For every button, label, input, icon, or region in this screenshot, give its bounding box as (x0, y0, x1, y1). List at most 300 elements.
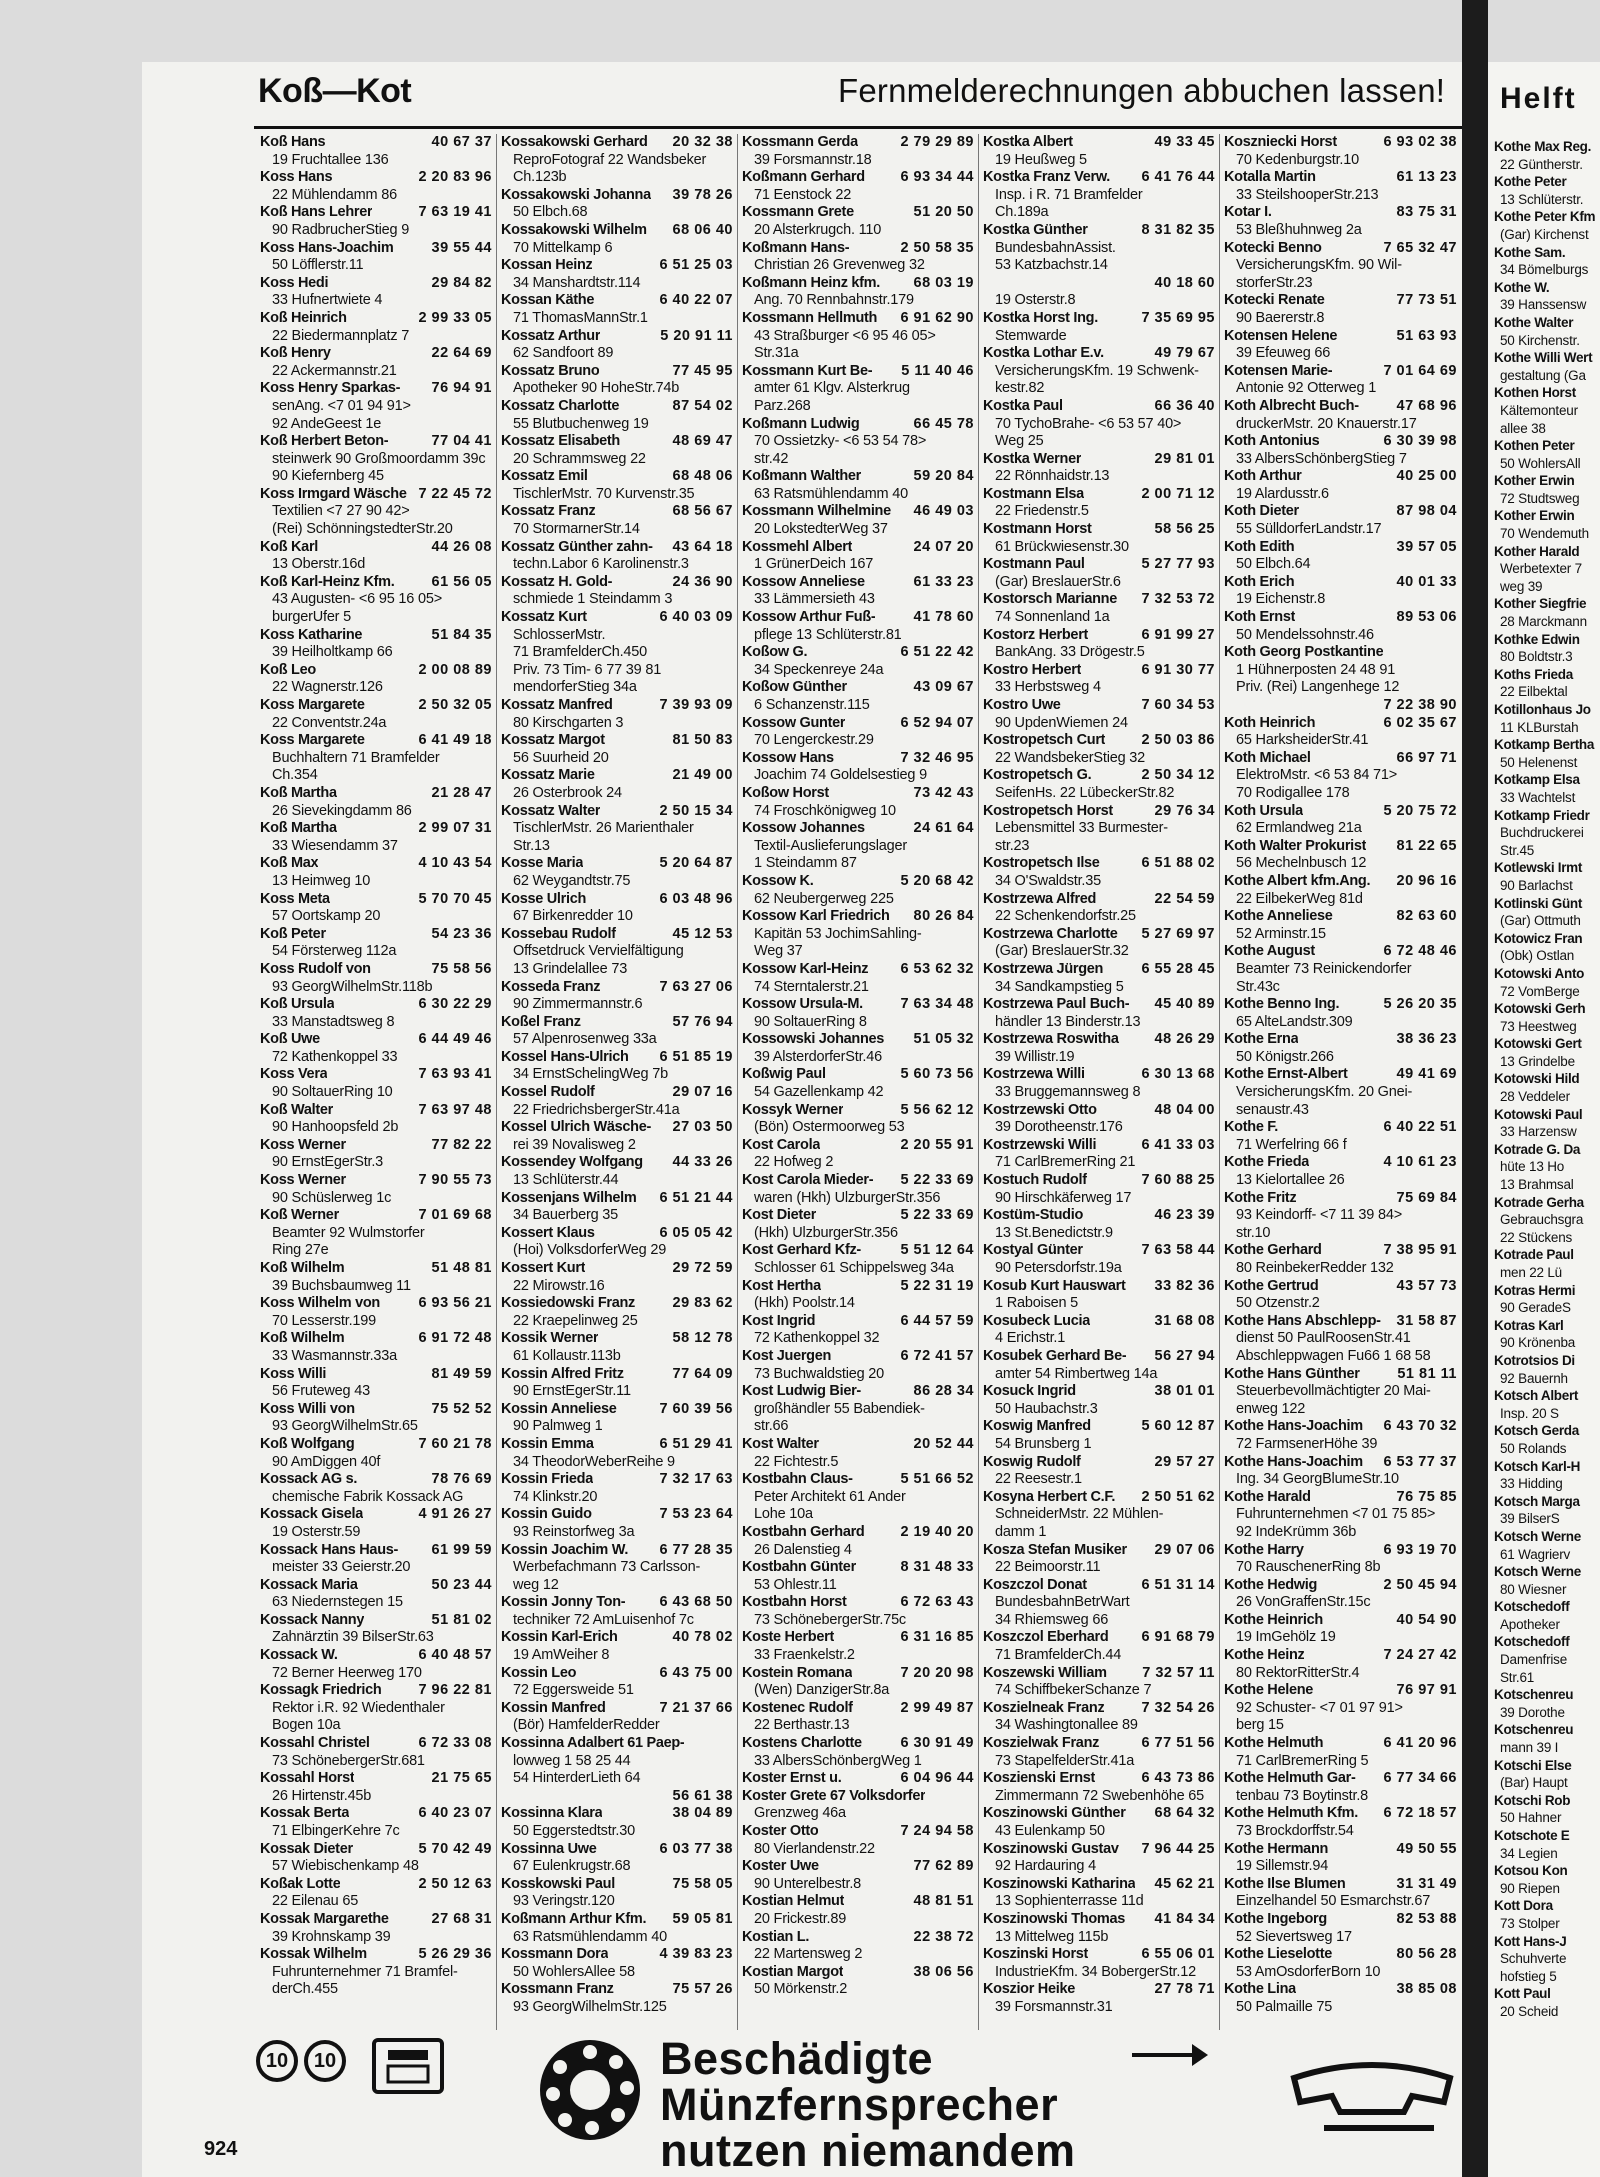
entry-address: 73 SchönebergerStr.681 (272, 1752, 425, 1769)
entry-address: 90 Riepen (1500, 1880, 1560, 1896)
entry-header (742, 1102, 974, 1120)
listing-entry (983, 1489, 1215, 1542)
entry-phone: 51 63 93 (1396, 327, 1457, 344)
listing-columns (256, 134, 1462, 2030)
banner-line-3: nutzen niemandem (660, 2125, 1076, 2176)
entry-name: Kothen Peter (1494, 438, 1575, 454)
listing-entry (260, 1770, 492, 1805)
entry-phone: 6 51 21 44 (659, 1189, 733, 1206)
entry-name: Kost Juergen (742, 1347, 832, 1364)
listing-entry (742, 1594, 974, 1629)
listing-entry (742, 539, 974, 574)
next-page-entry (1494, 736, 1600, 771)
entry-phone: 6 41 76 44 (1141, 169, 1215, 186)
entry-phone: 2 79 29 89 (900, 134, 974, 150)
entry-header (983, 591, 1215, 609)
entry-name: Kossmann Franz (501, 1981, 614, 1998)
entry-phone: 22 64 69 (431, 345, 492, 362)
entry-address: 50 Palmaille 75 (1236, 1998, 1333, 2015)
entry-name: Kostyal Günter (983, 1242, 1083, 1259)
entry-address: weg 39 (1500, 578, 1543, 594)
entry-header (260, 1031, 492, 1049)
entry-name: Koßmann Arthur Kfm. (501, 1910, 647, 1927)
entry-phone: 39 78 26 (672, 186, 733, 203)
listing-entry (501, 1330, 733, 1365)
entry-header (983, 1542, 1215, 1560)
entry-header (260, 1172, 492, 1190)
next-page-entry (1494, 279, 1600, 314)
page-range-title: Koß—Kot (258, 72, 412, 110)
entry-header (501, 1629, 733, 1647)
entry-phone: 6 72 41 57 (900, 1347, 974, 1364)
next-page-entry (1494, 173, 1600, 208)
listing-entry (1224, 1489, 1457, 1542)
entry-address: amter 61 Klgv. Alsterkrug (754, 380, 910, 397)
entry-phone: 81 22 65 (1396, 837, 1457, 854)
entry-header (983, 961, 1215, 979)
entry-header (1224, 363, 1457, 381)
listing-entry (742, 1735, 974, 1770)
listing-entry (501, 1401, 733, 1436)
entry-name: Koßel Franz (501, 1013, 581, 1030)
entry-address: rei 39 Novalisweg 2 (513, 1136, 636, 1153)
entry-name: Kostropetsch Curt (983, 732, 1106, 749)
entry-address: 62 Weygandtstr.75 (513, 872, 631, 889)
entry-header (983, 662, 1215, 680)
entry-phone: 2 99 33 05 (418, 309, 492, 326)
entry-name: Kott Paul (1494, 1986, 1551, 2002)
entry-header (742, 1066, 974, 1084)
entry-header (501, 134, 733, 152)
entry-address: 72 Eggersweide 51 (513, 1682, 634, 1699)
listing-entry (501, 292, 733, 327)
entry-header (1224, 1190, 1457, 1208)
entry-phone: 6 40 03 09 (659, 609, 733, 626)
entry-phone: 61 13 23 (1396, 169, 1457, 186)
entry-address: 6 Schanzenstr.115 (754, 697, 870, 713)
entry-address: Joachim 74 Goldelsestieg 9 (754, 767, 927, 784)
entry-header (742, 1471, 974, 1489)
entry-name: Kostbahn Gerhard (742, 1523, 865, 1540)
entry-name: Kotrade Gerha (1494, 1194, 1584, 1210)
entry-address: Bogen 10a (272, 1717, 341, 1734)
entry-phone: 6 91 68 79 (1141, 1629, 1215, 1646)
entry-address: 33 Hufnertwiete 4 (272, 292, 383, 309)
listing-entry (983, 926, 1215, 961)
entry-address: BundesbahnBetrWart (995, 1594, 1130, 1611)
entry-phone: 7 53 23 64 (659, 1506, 733, 1523)
entry-header (501, 803, 733, 821)
entry-name: Koth Ernst (1224, 609, 1296, 626)
entry-name: Koster Grete 67 Volksdorfer (742, 1787, 926, 1804)
listing-entry (1224, 1981, 1457, 2016)
entry-phone: 7 32 17 63 (659, 1471, 733, 1488)
entry-header (1224, 1119, 1457, 1137)
entry-address: Rektor i.R. 92 Wiedenthaler (272, 1699, 445, 1716)
entry-name: Kott Hans-J (1494, 1933, 1567, 1949)
entry-name: Kotillonhaus Jo (1494, 702, 1591, 717)
entry-address: 26 Hirtenstr.45b (272, 1787, 372, 1804)
entry-address: 22 Eilenau 65 (272, 1893, 359, 1910)
entry-header (501, 891, 733, 909)
entry-address: 13 Mittelweg 115b (995, 1928, 1109, 1945)
entry-header (501, 1506, 733, 1524)
entry-address: 90 SoltauerRing 8 (754, 1013, 867, 1030)
entry-address: 73 Buchwaldstieg 20 (754, 1365, 885, 1382)
listing-entry (983, 996, 1215, 1031)
listing-entry (1224, 1946, 1457, 1981)
entry-name: Kothe Harald (1224, 1488, 1311, 1505)
entry-address: 19 AmWeiher 8 (513, 1647, 610, 1664)
entry-address: (Bör) HamfelderRedder (513, 1717, 660, 1734)
listing-entry (983, 169, 1215, 222)
entry-phone: 29 07 06 (1154, 1541, 1215, 1558)
entry-address: 13 Kielortallee 26 (1236, 1172, 1345, 1189)
listing-entry (742, 503, 974, 538)
listing-entry (983, 134, 1215, 169)
entry-header (1224, 1366, 1457, 1384)
entry-address: 92 Hardauring 4 (995, 1858, 1096, 1875)
listing-entry (1224, 1119, 1457, 1154)
entry-address: berg 15 (1236, 1717, 1284, 1734)
entry-address: senAng. <7 01 94 91> (272, 397, 411, 414)
listing-entry (742, 1858, 974, 1893)
entry-address: 72 FarmsenerHöhe 39 (1236, 1435, 1378, 1452)
listing-entry (1224, 838, 1457, 873)
entry-address: 90 Hanhoopsfeld 2b (272, 1119, 399, 1136)
entry-name: Kothe F. (1224, 1119, 1278, 1136)
entry-header (501, 1946, 733, 1964)
entry-address: 4 Erichstr.1 (995, 1330, 1066, 1347)
entry-address: Beamter 73 Reinickendorfer (1236, 960, 1412, 977)
listing-entry (501, 433, 733, 468)
entry-name: Koss Willi von (260, 1400, 355, 1417)
entry-header (1224, 240, 1457, 258)
entry-name: Kossinna Uwe (501, 1840, 597, 1857)
entry-phone: 6 91 62 90 (900, 309, 974, 326)
entry-address: lowweg 1 58 25 44 (513, 1752, 631, 1769)
listing-entry (983, 1665, 1215, 1700)
entry-name: Kostrzewa Roswitha (983, 1031, 1119, 1048)
listing-entry (1224, 873, 1457, 908)
entry-address: 34 O'Swaldstr.35 (995, 872, 1101, 889)
listing-entry (742, 644, 974, 679)
entry-phone: 68 03 19 (913, 274, 974, 291)
entry-phone: 49 41 69 (1396, 1066, 1457, 1083)
entry-address: Ch.123b (513, 169, 567, 186)
entry-address: 1 Steindamm 87 (754, 855, 857, 872)
rotary-dial-icon (536, 2036, 644, 2144)
entry-name: Koßow Horst (742, 784, 829, 801)
entry-address: 72 Kathenkoppel 33 (272, 1048, 398, 1065)
listing-entry (260, 380, 492, 433)
entry-header (742, 204, 974, 222)
entry-phone: 51 84 35 (431, 626, 492, 643)
entry-phone: 6 72 48 46 (1383, 943, 1457, 960)
entry-phone: 24 07 20 (913, 538, 974, 555)
listing-entry (501, 1436, 733, 1471)
listing-entry (501, 1366, 733, 1401)
entry-phone: 6 77 34 66 (1383, 1770, 1457, 1787)
entry-header (983, 1313, 1215, 1331)
entry-phone: 77 73 51 (1396, 292, 1457, 309)
entry-name: Kothe Helmuth Gar- (1224, 1770, 1356, 1787)
listing-entry (742, 750, 974, 785)
entry-address: 90 Petersdorfstr.19a (995, 1260, 1122, 1276)
entry-address: 67 Eulenkrugstr.68 (513, 1858, 631, 1875)
entry-name: Koß Herbert Beton- (260, 433, 389, 450)
entry-address: 22 Wagnerstr.126 (272, 679, 383, 696)
next-page-column (1494, 138, 1600, 2021)
entry-phone: 29 81 01 (1154, 450, 1215, 467)
entry-address: 90 Kiefernberg 45 (272, 468, 384, 485)
entry-name: Kothe Helene (1224, 1682, 1314, 1699)
listing-entry (1224, 1876, 1457, 1911)
entry-address: ReproFotograf 22 Wandsbeker (513, 151, 707, 168)
entry-phone: 5 22 33 69 (900, 1172, 974, 1189)
entry-header (260, 1102, 492, 1120)
listing-entry (1224, 715, 1457, 750)
entry-phone: 40 18 60 (1154, 274, 1215, 291)
entry-address: 39 Efeuweg 66 (1236, 345, 1331, 362)
entry-address: 74 Froschkönigweg 10 (754, 802, 896, 819)
entry-phone: 58 56 25 (1154, 521, 1215, 538)
entry-address: dienst 50 PaulRoosenStr.41 (1236, 1330, 1411, 1347)
listing-entry (1224, 1313, 1457, 1366)
entry-phone: 77 62 89 (913, 1858, 974, 1875)
entry-phone: 6 53 62 32 (900, 960, 974, 977)
entry-name: Kostrzewa Alfred (983, 890, 1097, 907)
page-number: 924 (204, 2138, 238, 2160)
entry-address: Zimmermann 72 Swebenhöhe 65 (995, 1787, 1204, 1804)
entry-address: Kapitän 53 JochimSahling- (754, 925, 922, 942)
entry-header (983, 310, 1215, 328)
entry-name: Kossik Werner (501, 1330, 599, 1347)
entry-header (742, 310, 974, 328)
entry-name: Kostein Romana (742, 1664, 853, 1681)
entry-phone: 76 75 85 (1396, 1488, 1457, 1505)
entry-phone: 77 64 09 (672, 1365, 733, 1382)
entry-name: Koth Ursula (1224, 802, 1303, 819)
entry-header (260, 1137, 492, 1155)
entry-header (501, 1594, 733, 1612)
entry-header (983, 1031, 1215, 1049)
entry-address: Beamter 92 Wulmstorfer (272, 1224, 425, 1241)
entry-phone: 75 69 84 (1396, 1189, 1457, 1206)
listing-entry (742, 1172, 974, 1207)
entry-header (1224, 1489, 1457, 1507)
entry-address: 50 Löfflerstr.11 (272, 257, 364, 274)
entry-name: Koth Dieter (1224, 503, 1299, 520)
entry-header (1224, 1278, 1457, 1296)
entry-phone: 7 65 32 47 (1383, 239, 1457, 256)
next-page-entry (1494, 1352, 1600, 1387)
entry-name: Kossow Karl-Heinz (742, 960, 869, 977)
next-page-entry (1494, 1422, 1600, 1457)
entry-phone: 43 57 73 (1396, 1277, 1457, 1294)
banner-line-1: Beschädigte (660, 2033, 934, 2084)
entry-header (742, 750, 974, 768)
entry-phone: 7 35 69 95 (1141, 309, 1215, 326)
entry-phone: 2 50 58 35 (900, 239, 974, 256)
entry-name: Kossow Johannes (742, 820, 865, 837)
entry-header (742, 1313, 974, 1331)
entry-phone: 33 82 36 (1154, 1277, 1215, 1294)
entry-address: 11 KLBurstah (1500, 719, 1579, 735)
entry-name: Koss Werner (260, 1172, 346, 1189)
entry-phone: 48 26 29 (1154, 1031, 1215, 1048)
entry-header (742, 1207, 974, 1225)
entry-header (501, 257, 733, 275)
entry-header (742, 1858, 974, 1876)
listing-entry (260, 539, 492, 574)
listing-entry (742, 1665, 974, 1700)
entry-address: 70 Lesserstr.199 (272, 1312, 377, 1329)
next-page-entry (1494, 1862, 1600, 1897)
listing-entry (501, 1805, 733, 1840)
entry-header (260, 539, 492, 557)
entry-address: 22 Schenkendorfstr.25 (995, 908, 1136, 925)
entry-address: 70 Mittelkamp 6 (513, 239, 613, 256)
entry-name: Kossin Manfred (501, 1699, 606, 1716)
entry-phone: 51 81 11 (1397, 1365, 1457, 1382)
entry-address: techn.Labor 6 Karolinenstr.3 (513, 556, 689, 573)
banner-line-2: Münzfernsprecher (660, 2079, 1059, 2130)
entry-address: 70 StormarnerStr.14 (513, 521, 640, 538)
entry-phone: 46 23 39 (1154, 1207, 1215, 1224)
listing-entry (983, 275, 1215, 310)
entry-address: damm 1 (995, 1523, 1047, 1540)
entry-address: 22 Friedenstr.5 (995, 503, 1089, 520)
listing-entry (742, 416, 974, 469)
entry-header (501, 187, 733, 205)
entry-name: Kothe Ingeborg (1224, 1910, 1327, 1927)
entry-address: 28 Marckmann (1500, 614, 1587, 630)
entry-phone: 2 19 40 20 (900, 1523, 974, 1540)
entry-phone: 7 63 97 48 (418, 1101, 492, 1118)
entry-phone: 68 64 32 (1154, 1805, 1215, 1822)
entry-phone: 6 30 91 49 (900, 1735, 974, 1752)
listing-entry (1224, 1735, 1457, 1770)
entry-address: 33 Wasmannstr.33a (272, 1347, 398, 1364)
entry-phone: 21 49 00 (672, 767, 733, 784)
entry-phone: 57 76 94 (672, 1013, 733, 1030)
entry-phone: 46 49 03 (913, 503, 974, 520)
entry-phone: 6 04 96 44 (900, 1770, 974, 1787)
entry-address: 70 Ossietzky- <6 53 54 78> (754, 433, 927, 450)
listing-entry (742, 1207, 974, 1242)
entry-header (260, 627, 492, 645)
entry-phone: 6 51 25 03 (659, 257, 733, 274)
entry-address: Ch.354 (272, 767, 318, 784)
entry-name: Koszinowski Günther (983, 1805, 1126, 1822)
entry-address: Textilien <7 27 90 42> (272, 503, 410, 520)
listing-entry (742, 204, 974, 239)
entry-name: Kotecki Benno (1224, 239, 1322, 256)
entry-address: 50 Eggerstedtstr.30 (513, 1823, 635, 1839)
listing-entry (260, 1066, 492, 1101)
entry-header (1224, 908, 1457, 926)
entry-address: Buchhaltern 71 Bramfelder (272, 749, 440, 766)
entry-phone: 75 58 56 (431, 960, 492, 977)
entry-address: 74 Klinkstr.20 (513, 1488, 598, 1505)
entry-header (742, 820, 974, 838)
listing-entry (501, 1260, 733, 1295)
entry-header (260, 1946, 492, 1964)
entry-name: Koth Georg Postkantine (1224, 644, 1384, 661)
entry-address: chemische Fabrik Kossack AG (272, 1488, 464, 1505)
entry-header (983, 1066, 1215, 1084)
entry-address: 71 ElbingerKehre 7c (272, 1823, 400, 1839)
entry-phone: 6 44 57 59 (900, 1312, 974, 1329)
entry-header (742, 1770, 974, 1788)
listing-entry (1224, 503, 1457, 538)
entry-header (260, 1471, 492, 1489)
listing-entry (742, 609, 974, 644)
entry-header (501, 1735, 733, 1753)
entry-header (1224, 398, 1457, 416)
next-page-entry (1494, 595, 1600, 630)
listing-entry (501, 222, 733, 257)
next-page-entry (1494, 1035, 1600, 1070)
entry-address: 50 Rolands (1500, 1440, 1567, 1456)
entry-phone: 6 30 13 68 (1141, 1066, 1215, 1083)
entry-phone: 86 28 34 (913, 1383, 974, 1400)
next-page-entry (1494, 1792, 1600, 1827)
entry-name: Kothe W. (1494, 279, 1550, 295)
entry-name: Kosseda Franz (501, 978, 601, 995)
listing-entry (501, 1014, 733, 1049)
entry-phone: 51 81 02 (431, 1611, 492, 1628)
entry-name: Kothe Hans Abschlepp- (1224, 1312, 1381, 1329)
entry-address: 22 Berthastr.13 (754, 1717, 850, 1734)
entry-name: Kothe Peter Kfm (1494, 209, 1596, 225)
entry-phone: 40 01 33 (1396, 573, 1457, 590)
entry-phone: 2 00 08 89 (418, 661, 492, 678)
entry-address: Ing. 34 GeorgBlumeStr.10 (1236, 1471, 1399, 1488)
listing-entry (501, 1295, 733, 1330)
entry-header (742, 1929, 974, 1947)
entry-address: Insp. 20 S (1500, 1405, 1559, 1421)
entry-name: Koß Werner (260, 1207, 339, 1224)
entry-header (260, 1911, 492, 1929)
entry-phone: 31 68 08 (1154, 1312, 1215, 1329)
next-page-entry (1494, 895, 1600, 930)
entry-header (260, 1542, 492, 1560)
entry-address: 73 Stolper (1500, 1915, 1560, 1931)
listing-entry (501, 1700, 733, 1735)
entry-phone: 6 43 75 00 (659, 1664, 733, 1681)
entry-address: meister 33 Geierstr.20 (272, 1559, 411, 1576)
listing-entry (260, 1471, 492, 1506)
entry-phone: 4 39 83 23 (659, 1946, 733, 1963)
entry-name: Kothe Frieda (1224, 1154, 1310, 1171)
entry-name: Kossow Arthur Fuß- (742, 609, 876, 626)
entry-header (1224, 803, 1457, 821)
listing-entry (260, 855, 492, 890)
listing-column-2 (497, 134, 738, 2030)
entry-address: 26 Dalenstieg 4 (754, 1541, 852, 1558)
listing-entry (742, 1242, 974, 1277)
entry-address: 90 GeradeS (1500, 1300, 1571, 1316)
listing-entry (260, 1330, 492, 1365)
entry-name: Koss Meta (260, 890, 330, 907)
entry-name: Kothe Hermann (1224, 1840, 1329, 1857)
entry-address: BankAng. 33 Drögestr.5 (995, 644, 1145, 661)
entry-phone: 7 38 95 91 (1383, 1242, 1457, 1259)
entry-header (983, 627, 1215, 645)
listing-entry (260, 1735, 492, 1770)
